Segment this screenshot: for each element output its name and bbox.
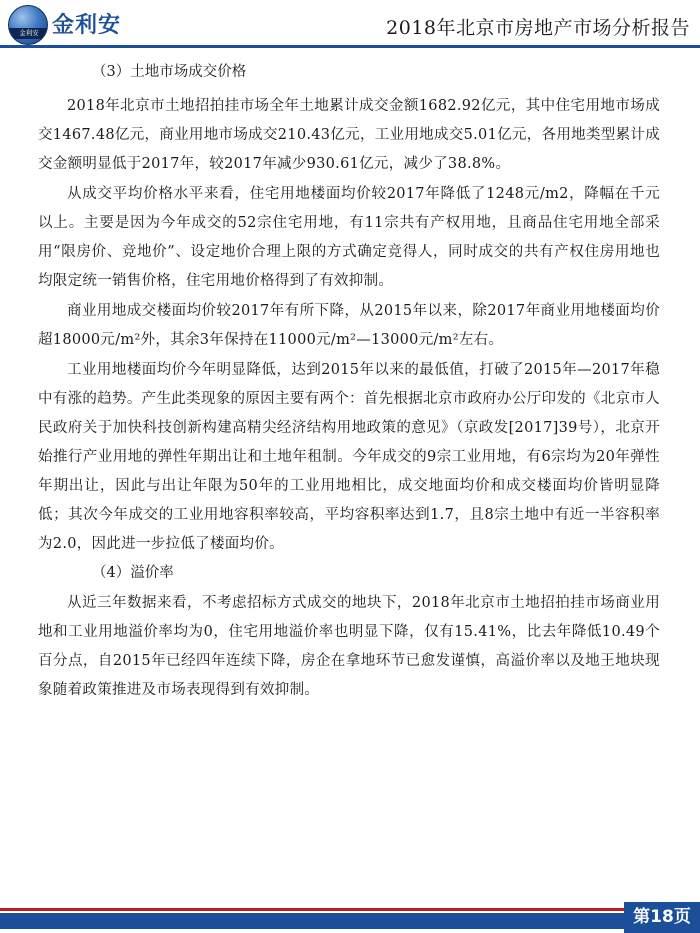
paragraph: 从近三年数据来看，不考虑招标方式成交的地块下，2018年北京市土地招拍挂市场商业用地和工业用地溢价率均为0，住宅用地溢价率也明显下降，仅有15.41%，比去年降低10.49个百分点，自2015年已经四年连续下降，房企在拿地环节已愈发谨慎，高溢价率以及地王地块现象随着政策推进及市场表现得到有效抑制。: [38, 595, 660, 698]
paragraph: 2018年北京市土地招拍挂市场全年土地累计成交金额1682.92亿元，其中住宅用地市场成交1467.48亿元，商业用地市场成交210.43亿元，工业用地成交5.01亿元，各用地类型累计成交金额明显低于2017年，较2017年减少930.61亿元，减少了38.8%。: [38, 98, 660, 172]
footer-blue-band: [0, 913, 640, 929]
document-body: [38, 60, 660, 706]
report-title: 2018年北京市房地产市场分析报告: [386, 17, 690, 39]
page-footer: [0, 900, 700, 933]
page-number: 第18页: [624, 902, 700, 933]
section-heading-premium-rate: （4）溢价率: [92, 565, 174, 581]
paragraph: 商业用地成交楼面均价较2017年有所下降，从2015年以来，除2017年商业用地楼面均价超18000元/m²外，其余3年保持在11000元/m²—13000元/m²左右。: [38, 303, 660, 348]
logo-text: 金利安: [19, 29, 39, 37]
header-divider: [0, 45, 700, 48]
paragraph: 工业用地楼面均价今年明显降低，达到2015年以来的最低值，打破了2015年—2017年稳中有涨的趋势。产生此类现象的原因主要有两个：首先根据北京市政府办公厅印发的《北京市人民政府关于加快科技创新构建高精尖经济结构用地政策的意见》（京政发[2017]39号），北京开始推行产业用地的弹性年期出让和土地年租制。今年成交的9宗工业用地，有6宗均为20年弹性年期出让，因此与出让年限为50年的工业用地相比，成交地面均价和成交楼面均价皆明显降低；其次今年成交的工业用地容积率较高，平均容积率达到1.7，且8宗土地中有近一半容积率为2.0，因此进一步拉低了楼面均价。: [38, 362, 660, 552]
page-header: [0, 0, 700, 50]
paragraph: 从成交平均价格水平来看，住宅用地楼面均价较2017年降低了1248元/m2，降幅在千元以上。主要是因为今年成交的52宗住宅用地，有11宗共有产权用地，且商品住宅用地全部采用“限房价、竞地价”、设定地价合理上限的方式确定竞得人，同时成交的共有产权住房用地也均限定统一销售价格，住宅用地价格得到了有效抑制。: [38, 186, 660, 289]
footer-red-stripe: [0, 908, 640, 911]
brand-name: 金利安: [52, 13, 122, 38]
company-logo-icon: [8, 5, 48, 45]
section-heading-land-price: （3）土地市场成交价格: [92, 64, 247, 80]
